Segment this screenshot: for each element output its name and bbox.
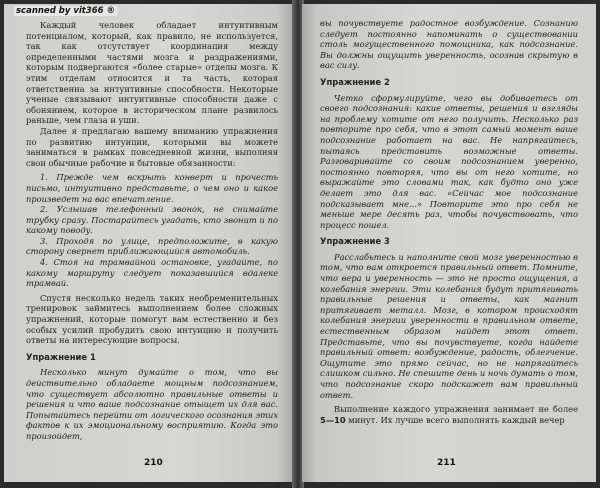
exercise-3-heading: Упражнение 3 [320,236,390,247]
left-page-number: 210 [144,458,163,468]
exercise-1-text: Несколько минут думайте о том, что вы действительно обладаете мощным подсознанием, что существует абсолютно правильные ответы и решения и что ваше подсознание отыщет их для вас. Попытайтесь перейти от логического осознания этих фактов к их эмоциональному восприятию. Когда это произойдет, [26,367,278,441]
exercise-3-text: Расслабьтесь и наполните свой мозг уверенностью в том, что вам откроется правильный ответ. Помните, что вера и уверенность — это не просто ощущения, а колебания энергии. Эти колебания будут притягивать правильные решения и ответы, как магнит притягивает металл. Мозг, в котором происходят колебания энергии уверенности в правильном ответе, естественным образом найдет этот ответ. Представьте, что вы почувствуете, когда найдете правильный ответ: возбуждение, радость, облегчение. Ощутите это прямо сейчас, но не напрягайтесь слишком сильно. Не спешите день и ночь думать о том, что подсознание скоро подскажет вам правильный ответ. [320,251,578,400]
closing-start: Выполнение каждого упражнения занимает не более [334,404,578,415]
continuation-paragraph: вы почувствуете радостное возбуждение. Сознанию следует постоянно напоминать о существовании столь могущественного помощника, как подсознание. Вы должны ощущить уверенность, осознав скрытую в вас силу. [320,18,578,71]
closing-paragraph [320,404,578,425]
exercise-1-heading: Упражнение 1 [26,351,96,362]
right-page-text [320,18,578,425]
left-page-text [26,20,278,442]
intro-paragraph-2: Далее я предлагаю вашему вниманию упражнения по развитию интуиции, которыми вы можете заниматься в рамках повседневной жизни, выполняя свои обычные рабочие и бытовые обязанности: [26,125,278,168]
scan-watermark: scanned by vit366 ® [16,6,116,16]
right-page [302,4,596,482]
paragraph-after-list: Спустя несколько недель таких необременительных тренировок займитесь выполнением более сложных упражнений, которые помогут вам естественно и без особых усилий пробудить свою интуицию и получить ответы на интересующие вопросы. [26,292,278,346]
list-item-3: 3. Проходя по улице, предположите, в какую сторону свернет приближающийся автомобиль. [26,235,278,257]
list-item-1: 1. Прежде чем вскрыть конверт и прочесть письмо, интуитивно представьте, о чем оно и какое произведет на вас впечатление. [26,172,278,204]
exercise-2-heading: Упражнение 2 [320,76,390,87]
list-item-2: 2. Услышав телефонный звонок, не снимайте трубку сразу. Постарайтесь угадать, кто звонит и по какому поводу. [26,204,278,236]
right-page-number: 211 [437,458,456,468]
closing-end: минут. Их лучше всего выполнять каждый вечер [345,414,565,425]
left-page [4,4,294,482]
intro-paragraph-1: Каждый человек обладает интуитивным потенциалом, который, как правило, не используется, так как отсутствует координация между определенными частями мозга и раздражениями, которым подвергаются «более старые» отделы мозга. К этим отделам относится и та часть, которая ответственна за интуитивные способности. Некоторые ученые связывают интуитивные способности даже с обонянием, которое в историческом плане развилось раньше, чем глаза и уши. [26,20,278,126]
exercise-2-text: Четко сформулируйте, чего вы добиваетесь от своего подсознания: какие ответы, решения и взгляды на проблему хотите от него получить. Несколько раз повторите про себя, что в этот самый момент ваше подсознание работает на вас. Не напрягайтесь, пытаясь представить возможные ответы. Разговаривайте со своим подсознанием уверенно, постоянно повторяя, что вы от него хотите, но выражайте это словами так, как будто оно уже делает это для вас. «Сейчас мое подсознание подсказывает мне...» Повторите это про себя не меньше мере десять раз, чтобы почувствовать, что процесс пошел. [320,92,578,230]
closing-minutes: 5—10 [320,414,346,425]
list-item-4: 4. Стоя на трамвайной остановке, угадайте, по какому маршруту следует показавшийся вдалеке трамвай. [26,257,278,289]
